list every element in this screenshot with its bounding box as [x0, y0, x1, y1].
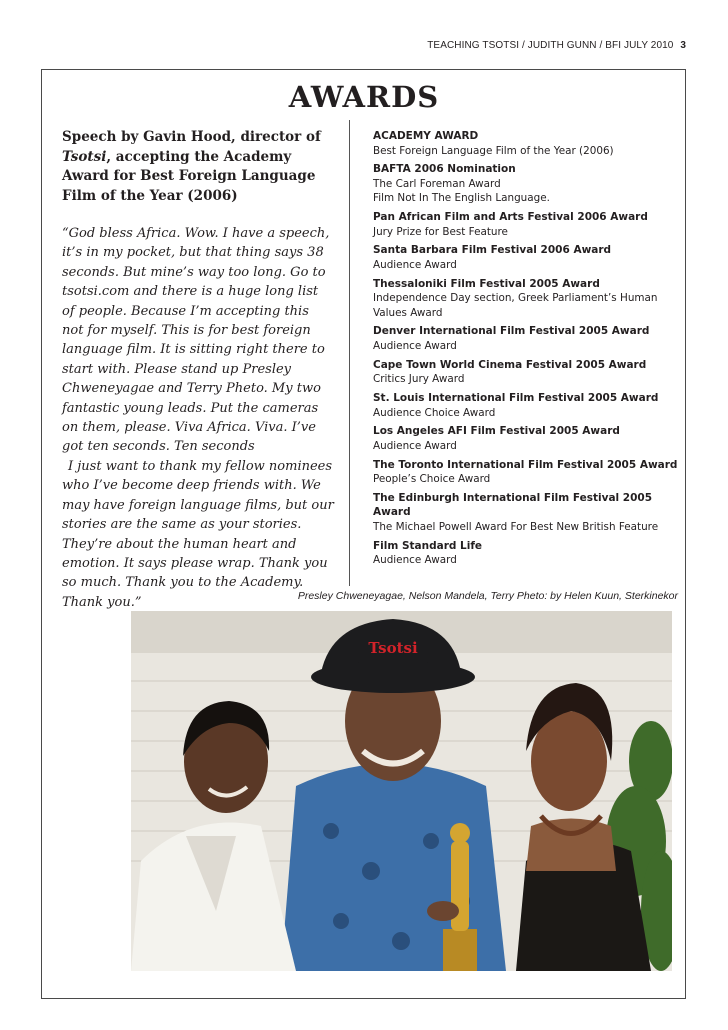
award-detail: The Carl Foreman Award — [373, 177, 501, 190]
award-name: BAFTA 2006 Nomination — [373, 163, 516, 176]
award-name: ACADEMY AWARD — [373, 130, 479, 142]
column-divider — [349, 120, 350, 586]
award-name: Cape Town World Cinema Festival 2005 Award — [373, 358, 647, 371]
award-detail: Jury Prize for Best Feature — [373, 225, 508, 238]
award-detail: Best Foreign Language Film of the Year (2006) — [373, 144, 614, 157]
award-item — [373, 458, 683, 487]
page-number: 3 — [680, 40, 686, 51]
photo-caption: Presley Chweneyagae, Nelson Mandela, Terry Pheto: by Helen Kuun, Sterkinekor — [297, 590, 678, 602]
award-detail: The Michael Powell Award For Best New British Feature — [373, 520, 659, 533]
speech-heading — [62, 128, 334, 206]
award-item — [373, 277, 683, 321]
award-item — [373, 324, 683, 353]
award-item — [373, 539, 683, 568]
page-title: AWARDS — [288, 80, 440, 114]
awards-list — [373, 129, 683, 572]
award-photo-illustration — [131, 611, 672, 971]
award-item — [373, 391, 683, 420]
award-item — [373, 358, 683, 387]
running-title: TEACHING TSOTSI / JUDITH GUNN / BFI JULY 2010 — [427, 40, 674, 51]
award-detail: Audience Award — [373, 439, 457, 452]
speech-heading-film-title: Tsotsi — [62, 148, 107, 165]
speech-heading-tail: , accepting the Academy Award for Best Foreign Language Film of the Year (2006) — [62, 148, 316, 204]
speech-paragraph-2: I just want to thank my fellow nominees who I’ve become deep friends with. We may have foreign language films, but our stories are the same as your stories. They’re about the human heart and emotion. It says please wrap. Thank you so much. Thank you to the Academy. Thank you.” — [62, 458, 334, 610]
award-detail: People’s Choice Award — [373, 473, 491, 486]
award-name: The Edinburgh International Film Festival 2005 Award — [373, 491, 653, 519]
award-name: Los Angeles AFI Film Festival 2005 Award — [373, 425, 620, 438]
award-name: Pan African Film and Arts Festival 2006 Award — [373, 211, 648, 224]
award-detail: Audience Award — [373, 554, 457, 567]
award-item — [373, 129, 683, 158]
award-detail: Audience Award — [373, 258, 457, 271]
award-item — [373, 210, 683, 239]
award-item — [373, 162, 683, 206]
award-detail: Film Not In The English Language. — [373, 192, 550, 205]
award-item — [373, 424, 683, 453]
speech-paragraph-1: “God bless Africa. Wow. I have a speech, it’s in my pocket, but that thing says 38 seconds. But mine’s way too long. Go to tsotsi.com and there is a huge long list of people. Because I’m accepting this not for myself. This is for best foreign language film. It is sitting right there to start with. Please stand up Presley Chweneyagae and Terry Pheto. My two fantastic young leads. Put the cameras on them, please. Viva Africa. Viva. I’ve got ten seconds. Ten seconds — [62, 226, 330, 455]
award-detail: Audience Choice Award — [373, 406, 496, 419]
running-header — [427, 40, 686, 51]
award-name: The Toronto International Film Festival 2005 Award — [373, 458, 678, 471]
award-detail: Values Award — [373, 306, 443, 319]
speech-heading-lead: Speech by Gavin Hood, director of — [62, 129, 321, 145]
award-name: Santa Barbara Film Festival 2006 Award — [373, 244, 612, 257]
award-photo — [131, 611, 672, 971]
award-name: Denver International Film Festival 2005 Award — [373, 325, 650, 338]
speech-column — [62, 128, 334, 612]
hat-logo-text: Tsotsi — [368, 639, 418, 657]
award-item — [373, 491, 683, 535]
award-detail: Critics Jury Award — [373, 373, 465, 386]
award-name: St. Louis International Film Festival 2005 Award — [373, 392, 659, 405]
speech-quote — [62, 224, 334, 612]
award-name: Thessaloniki Film Festival 2005 Award — [373, 277, 600, 290]
award-name: Film Standard Life — [373, 539, 483, 552]
award-detail: Independence Day section, Greek Parliament’s Human — [373, 292, 658, 305]
award-item — [373, 243, 683, 272]
award-detail: Audience Award — [373, 339, 457, 352]
